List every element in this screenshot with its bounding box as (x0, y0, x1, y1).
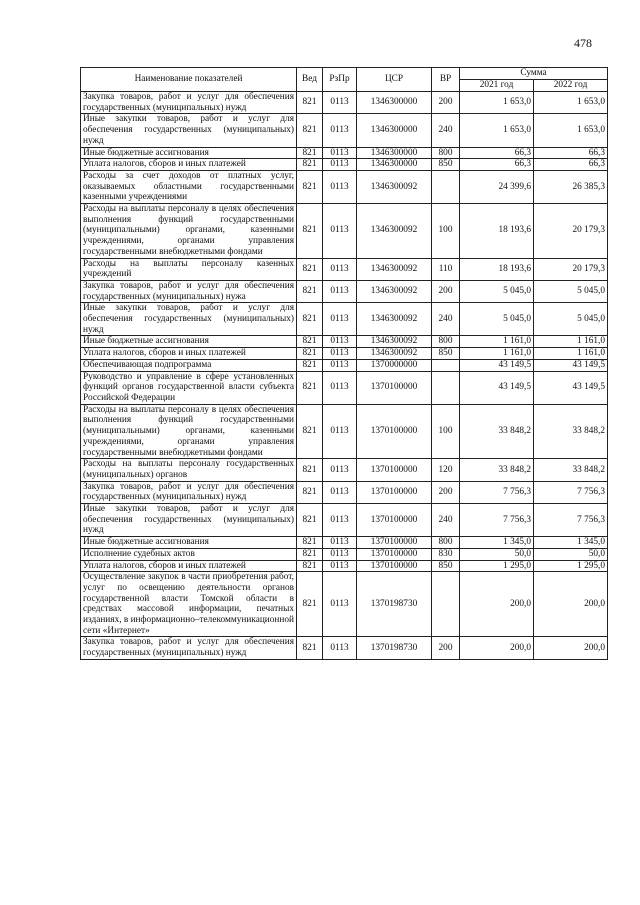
cell-y2022: 1 161,0 (534, 348, 608, 360)
cell-ved: 821 (297, 159, 323, 171)
table-row (81, 459, 608, 481)
cell-rzpr: 0113 (323, 114, 357, 147)
cell-ved: 821 (297, 537, 323, 549)
cell-csr: 1346300000 (357, 114, 432, 147)
cell-rzpr: 0113 (323, 303, 357, 336)
cell-rzpr: 0113 (323, 572, 357, 637)
cell-csr: 1370100000 (357, 537, 432, 549)
cell-y2021: 66,3 (460, 147, 534, 159)
cell-name: Уплата налогов, сборов и иных платежей (81, 159, 297, 171)
cell-y2022: 7 756,3 (534, 481, 608, 503)
cell-csr: 1370100000 (357, 504, 432, 537)
cell-name: Иные бюджетные ассигнования (81, 537, 297, 549)
table-row (81, 404, 608, 459)
cell-vr: 850 (432, 560, 460, 572)
cell-ved: 821 (297, 560, 323, 572)
cell-name: Закупка товаров, работ и услуг для обеспечения государственных (муниципальных) нужд (81, 92, 297, 114)
cell-y2021: 50,0 (460, 548, 534, 560)
cell-y2022: 1 295,0 (534, 560, 608, 572)
cell-rzpr: 0113 (323, 204, 357, 259)
cell-y2021: 1 653,0 (460, 114, 534, 147)
cell-csr: 1370198730 (357, 637, 432, 659)
cell-y2021: 18 193,6 (460, 204, 534, 259)
cell-ved: 821 (297, 92, 323, 114)
table-row (81, 481, 608, 503)
cell-name: Руководство и управление в сфере установленных функций органов государственной власти субъекта Российской Федерации (81, 371, 297, 404)
cell-vr: 800 (432, 336, 460, 348)
cell-name: Иные закупки товаров, работ и услуг для обеспечения государственных (муниципальных) нужд (81, 303, 297, 336)
cell-name: Исполнение судебных актов (81, 548, 297, 560)
cell-vr: 100 (432, 204, 460, 259)
cell-csr: 1346300092 (357, 258, 432, 280)
cell-csr: 1370198730 (357, 572, 432, 637)
cell-vr: 850 (432, 159, 460, 171)
cell-rzpr: 0113 (323, 280, 357, 302)
cell-name: Иные бюджетные ассигнования (81, 147, 297, 159)
cell-name: Расходы за счет доходов от платных услуг, оказываемых областными государственными казенными учреждениями (81, 170, 297, 203)
cell-rzpr: 0113 (323, 481, 357, 503)
cell-y2022: 66,3 (534, 159, 608, 171)
header-2021: 2021 год (460, 80, 534, 92)
table-row (81, 336, 608, 348)
cell-ved: 821 (297, 348, 323, 360)
cell-name: Иные бюджетные ассигнования (81, 336, 297, 348)
cell-rzpr: 0113 (323, 404, 357, 459)
cell-ved: 821 (297, 170, 323, 203)
cell-rzpr: 0113 (323, 147, 357, 159)
cell-vr: 200 (432, 637, 460, 659)
cell-y2021: 1 161,0 (460, 348, 534, 360)
table-row (81, 280, 608, 302)
header-rzpr: РзПр (323, 68, 357, 92)
cell-y2022: 66,3 (534, 147, 608, 159)
cell-vr: 240 (432, 303, 460, 336)
cell-vr: 120 (432, 459, 460, 481)
table-row (81, 170, 608, 203)
header-csr: ЦСР (357, 68, 432, 92)
table-row (81, 637, 608, 659)
cell-name: Осуществление закупок в части приобретения работ, услуг по освещению деятельности органов государственной власти Томской области в средствах массовой информации, печатных изданиях, в информационно–телекоммуникационной сети «Интернет» (81, 572, 297, 637)
cell-y2021: 5 045,0 (460, 280, 534, 302)
cell-rzpr: 0113 (323, 159, 357, 171)
cell-vr: 830 (432, 548, 460, 560)
cell-vr (432, 572, 460, 637)
cell-rzpr: 0113 (323, 348, 357, 360)
table-row (81, 258, 608, 280)
cell-csr: 1370100000 (357, 548, 432, 560)
cell-y2021: 7 756,3 (460, 481, 534, 503)
cell-rzpr: 0113 (323, 92, 357, 114)
cell-y2021: 5 045,0 (460, 303, 534, 336)
cell-csr: 1346300092 (357, 336, 432, 348)
cell-ved: 821 (297, 404, 323, 459)
cell-ved: 821 (297, 258, 323, 280)
cell-csr: 1370100000 (357, 560, 432, 572)
table-body (81, 92, 608, 660)
cell-csr: 1370100000 (357, 459, 432, 481)
cell-y2022: 50,0 (534, 548, 608, 560)
cell-rzpr: 0113 (323, 504, 357, 537)
cell-name: Иные закупки товаров, работ и услуг для обеспечения государственных (муниципальных) нужд (81, 114, 297, 147)
cell-csr: 1370100000 (357, 371, 432, 404)
cell-name: Обеспечивающая подпрограмма (81, 359, 297, 371)
cell-y2021: 1 345,0 (460, 537, 534, 549)
cell-y2022: 7 756,3 (534, 504, 608, 537)
cell-vr: 100 (432, 404, 460, 459)
cell-y2021: 200,0 (460, 572, 534, 637)
cell-y2022: 1 653,0 (534, 114, 608, 147)
cell-vr: 110 (432, 258, 460, 280)
cell-name: Закупка товаров, работ и услуг для обеспечения государственных (муниципальных) нужд (81, 481, 297, 503)
cell-rzpr: 0113 (323, 258, 357, 280)
cell-ved: 821 (297, 336, 323, 348)
cell-ved: 821 (297, 548, 323, 560)
cell-y2021: 7 756,3 (460, 504, 534, 537)
cell-rzpr: 0113 (323, 537, 357, 549)
cell-vr: 240 (432, 504, 460, 537)
cell-ved: 821 (297, 637, 323, 659)
cell-vr: 240 (432, 114, 460, 147)
cell-y2021: 200,0 (460, 637, 534, 659)
cell-name: Расходы на выплаты персоналу казенных учреждений (81, 258, 297, 280)
table-row (81, 359, 608, 371)
cell-y2021: 1 295,0 (460, 560, 534, 572)
budget-table (80, 67, 608, 660)
cell-vr (432, 359, 460, 371)
table-row (81, 114, 608, 147)
cell-name: Расходы на выплаты персоналу в целях обеспечения выполнения функций государственными (муниципальными) органами, казенными учреждениями, органами управления государственными внебюджетными фондами (81, 204, 297, 259)
cell-y2021: 1 653,0 (460, 92, 534, 114)
cell-y2021: 43 149,5 (460, 359, 534, 371)
cell-y2022: 43 149,5 (534, 359, 608, 371)
cell-vr (432, 371, 460, 404)
cell-y2022: 33 848,2 (534, 404, 608, 459)
header-vr: ВР (432, 68, 460, 92)
cell-csr: 1346300000 (357, 92, 432, 114)
cell-ved: 821 (297, 147, 323, 159)
cell-y2021: 66,3 (460, 159, 534, 171)
cell-vr: 800 (432, 537, 460, 549)
cell-rzpr: 0113 (323, 170, 357, 203)
cell-y2022: 200,0 (534, 637, 608, 659)
cell-ved: 821 (297, 204, 323, 259)
cell-rzpr: 0113 (323, 371, 357, 404)
cell-y2022: 20 179,3 (534, 258, 608, 280)
cell-y2022: 26 385,3 (534, 170, 608, 203)
cell-y2022: 43 149,5 (534, 371, 608, 404)
header-sum: Сумма (460, 68, 608, 80)
cell-csr: 1346300092 (357, 348, 432, 360)
cell-y2022: 200,0 (534, 572, 608, 637)
cell-ved: 821 (297, 572, 323, 637)
cell-ved: 821 (297, 303, 323, 336)
table-row (81, 504, 608, 537)
table-row (81, 303, 608, 336)
cell-name: Закупка товаров, работ и услуг для обеспечения государственных (муниципальных) нужд (81, 637, 297, 659)
cell-vr: 800 (432, 147, 460, 159)
cell-y2022: 5 045,0 (534, 280, 608, 302)
cell-rzpr: 0113 (323, 548, 357, 560)
cell-vr: 850 (432, 348, 460, 360)
cell-csr: 1370100000 (357, 404, 432, 459)
cell-ved: 821 (297, 459, 323, 481)
header-ved: Вед (297, 68, 323, 92)
cell-csr: 1346300092 (357, 170, 432, 203)
cell-ved: 821 (297, 504, 323, 537)
cell-csr: 1346300092 (357, 280, 432, 302)
cell-y2021: 33 848,2 (460, 404, 534, 459)
cell-y2021: 24 399,6 (460, 170, 534, 203)
table-row (81, 560, 608, 572)
cell-rzpr: 0113 (323, 359, 357, 371)
cell-y2022: 33 848,2 (534, 459, 608, 481)
cell-name: Иные закупки товаров, работ и услуг для обеспечения государственных (муниципальных) нужд (81, 504, 297, 537)
cell-name: Уплата налогов, сборов и иных платежей (81, 348, 297, 360)
cell-csr: 1346300000 (357, 147, 432, 159)
table-row (81, 204, 608, 259)
table-row (81, 572, 608, 637)
cell-y2022: 1 653,0 (534, 92, 608, 114)
header-2022: 2022 год (534, 80, 608, 92)
table-row (81, 348, 608, 360)
table-row (81, 371, 608, 404)
table-row (81, 548, 608, 560)
cell-csr: 1370100000 (357, 481, 432, 503)
cell-y2021: 18 193,6 (460, 258, 534, 280)
cell-rzpr: 0113 (323, 560, 357, 572)
cell-name: Закупка товаров, работ и услуг для обеспечения государственных (муниципальных) нужа (81, 280, 297, 302)
cell-name: Расходы на выплаты персоналу государственных (муниципальных) органов (81, 459, 297, 481)
cell-rzpr: 0113 (323, 336, 357, 348)
table-header (81, 68, 608, 92)
header-name: Наименование показателей (81, 68, 297, 92)
cell-ved: 821 (297, 371, 323, 404)
table-row (81, 159, 608, 171)
cell-ved: 821 (297, 280, 323, 302)
table-row (81, 147, 608, 159)
cell-csr: 1346300092 (357, 303, 432, 336)
cell-y2021: 1 161,0 (460, 336, 534, 348)
cell-vr: 200 (432, 481, 460, 503)
cell-vr (432, 170, 460, 203)
cell-y2022: 5 045,0 (534, 303, 608, 336)
cell-ved: 821 (297, 481, 323, 503)
cell-rzpr: 0113 (323, 459, 357, 481)
cell-vr: 200 (432, 280, 460, 302)
cell-csr: 1346300000 (357, 159, 432, 171)
cell-csr: 1370000000 (357, 359, 432, 371)
cell-csr: 1346300092 (357, 204, 432, 259)
cell-vr: 200 (432, 92, 460, 114)
cell-rzpr: 0113 (323, 637, 357, 659)
table-row (81, 537, 608, 549)
cell-y2021: 33 848,2 (460, 459, 534, 481)
table-row (81, 92, 608, 114)
cell-name: Уплата налогов, сборов и иных платежей (81, 560, 297, 572)
page-number: 478 (574, 36, 592, 50)
cell-y2022: 1 345,0 (534, 537, 608, 549)
cell-y2022: 20 179,3 (534, 204, 608, 259)
cell-name: Расходы на выплаты персоналу в целях обеспечения выполнения функций государственными (муниципальными) органами, казенными учреждениями, органами управления государственными внебюджетными фондами (81, 404, 297, 459)
cell-y2021: 43 149,5 (460, 371, 534, 404)
cell-ved: 821 (297, 114, 323, 147)
cell-y2022: 1 161,0 (534, 336, 608, 348)
cell-ved: 821 (297, 359, 323, 371)
